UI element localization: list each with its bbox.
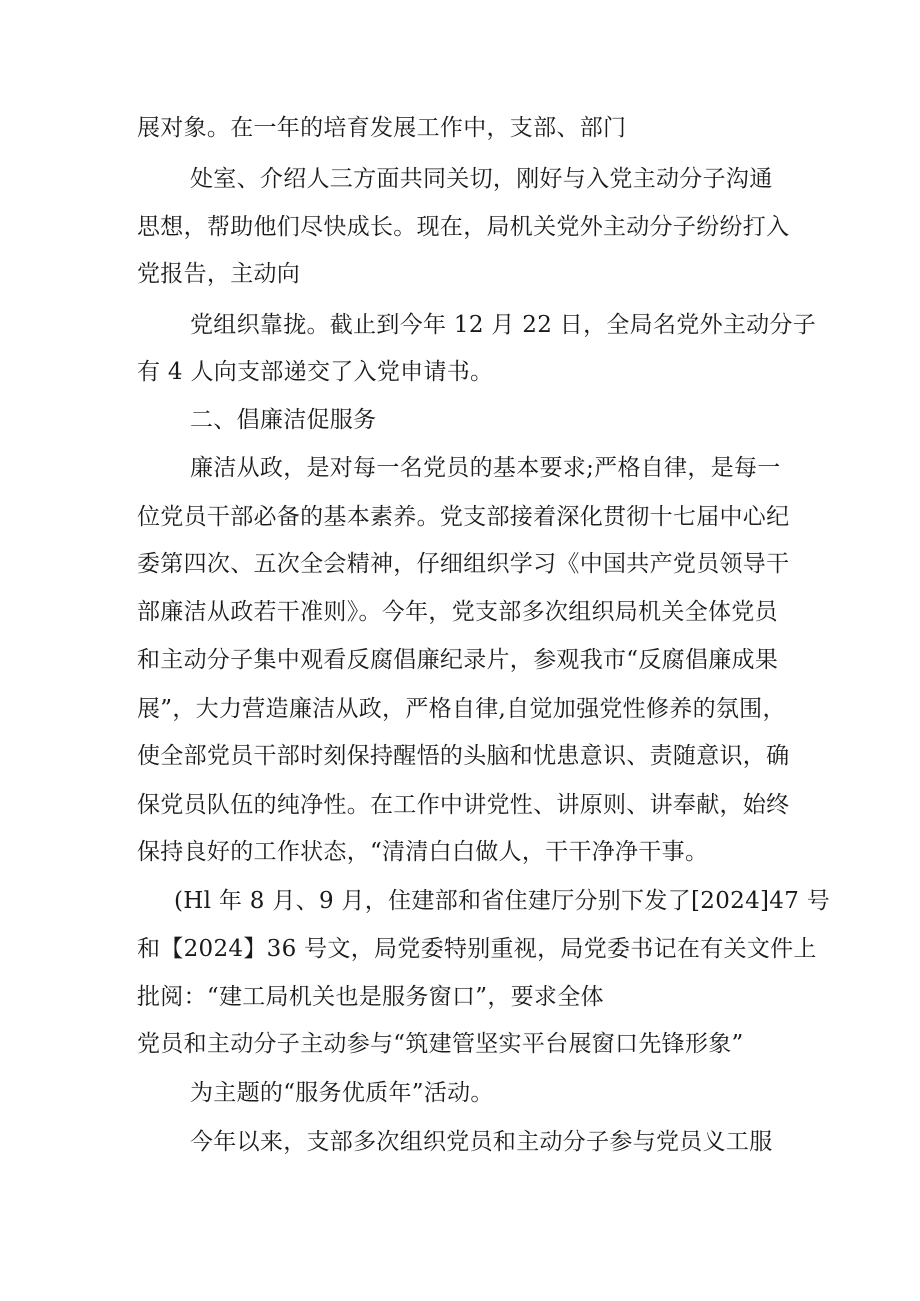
- text-line: 和【2024】36 号文，局党委特别重视，局党委书记在有关文件上: [137, 936, 817, 962]
- section-heading: 二、倡廉洁促服务: [190, 407, 377, 433]
- text-line: 有 4 人向支部递交了入党申请书。: [137, 359, 494, 385]
- text-line: 委第四次、五次全会精神，仔细组织学习《中国共产党员领导干: [137, 551, 790, 577]
- text-line: 党员和主动分子主动参与“筑建管坚实平台展窗口先锋形象”: [137, 1031, 744, 1057]
- text-line: 为主题的“服务优质年”活动。: [190, 1080, 494, 1106]
- text-line: 保持良好的工作状态，“清清白白做人，干干净净干事。: [137, 839, 709, 865]
- text-line: 今年以来，支部多次组织党员和主动分子参与党员义工服: [190, 1129, 773, 1155]
- text-line: 批阅：“建工局机关也是服务窗口”，要求全体: [137, 984, 604, 1010]
- text-line: 党组织靠拢。截止到今年 12 月 22 日，全局名党外主动分子: [190, 312, 817, 338]
- text-line: 思想，帮助他们尽快成长。现在，局机关党外主动分子纷纷打入: [137, 214, 790, 240]
- text-line: 处室、介绍人三方面共同关切，刚好与入党主动分子沟通: [190, 166, 773, 192]
- text-line: 和主动分子集中观看反腐倡廉纪录片，参观我市“反腐倡廉成果: [137, 647, 779, 673]
- text-line: 展对象。在一年的培育发展工作中，支部、部门: [137, 115, 627, 141]
- text-line: 展”，大力营造廉洁从政，严格自律,自觉加强党性修养的氛围，: [137, 696, 786, 722]
- text-line: 使全部党员干部时刻保持醒悟的头脑和忧患意识、责随意识，确: [137, 743, 790, 769]
- text-line: 保党员队伍的纯净性。在工作中讲党性、讲原则、讲奉献，始终: [137, 792, 790, 818]
- text-line: (Hl 年 8 月、9 月，住建部和省住建厅分别下发了[2024]47 号: [174, 888, 831, 914]
- text-line: 部廉洁从政若干准则》。今年，党支部多次组织局机关全体党员: [137, 599, 778, 625]
- text-line: 廉洁从政，是对每一名党员的基本要求;严格自律，是每一: [190, 455, 781, 481]
- text-line: 党报告，主动向: [137, 261, 301, 287]
- text-line: 位党员干部必备的基本素养。党支部接着深化贯彻十七届中心纪: [137, 504, 790, 530]
